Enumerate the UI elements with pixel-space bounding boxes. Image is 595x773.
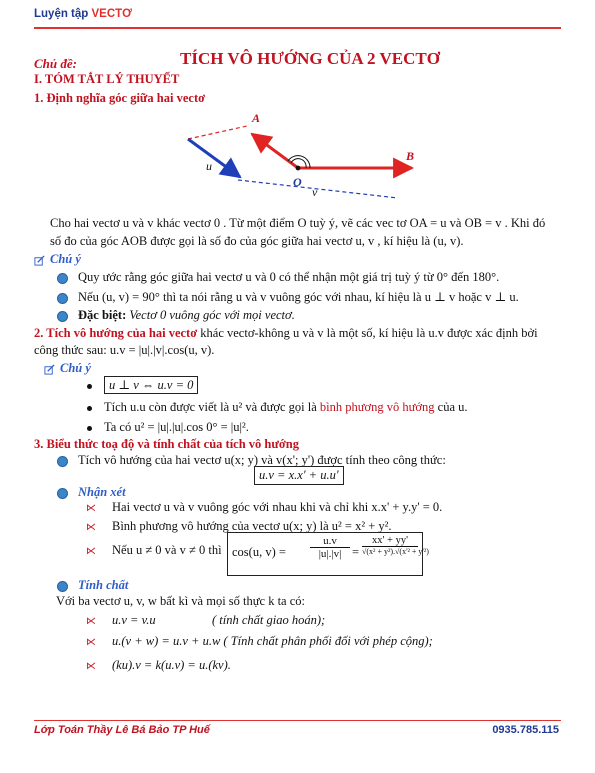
- note2-item2b: bình phương vô hướng: [319, 400, 435, 414]
- bullet-icon: [57, 456, 68, 467]
- cos-frac1: [310, 535, 350, 560]
- props-intro: Với ba vectơ u, v, w bất kì và mọi số thực k ta có:: [56, 594, 305, 608]
- footer-divider: [34, 720, 561, 721]
- angle-figure: [180, 106, 440, 206]
- props-p3-formula: (ku).v = k(u.v) = u.(kv).: [112, 658, 231, 672]
- label-v: v: [312, 185, 318, 199]
- cos-lhs: cos(u, v) =: [232, 545, 286, 559]
- props-p1-formula: u.v = v.u: [112, 613, 156, 627]
- cos-num2: xx' + yy': [362, 535, 418, 547]
- page-header: [34, 8, 132, 20]
- note2-item3-text: Ta có u² = |u|.|u|.cos 0° = |u|².: [104, 420, 249, 434]
- remark-heading: Nhận xét: [78, 485, 126, 499]
- note2-item1-text: u ⊥ v ⇔ u.v = 0: [104, 376, 198, 394]
- bullet-icon: [57, 311, 68, 322]
- props-heading: Tính chất: [78, 578, 129, 592]
- arrow-bullet-icon: ⋉: [86, 637, 96, 648]
- props-p3: [86, 658, 231, 673]
- section3-item1-text: Tích vô hướng của hai vectơ u(x; y) và v(x'; y') được tính theo công thức:: [78, 453, 446, 467]
- pencil-note-icon: [34, 255, 45, 266]
- section3-item1: [57, 453, 446, 468]
- bullet-icon: [57, 293, 68, 304]
- section2-heading: 2. Tích vô hướng của hai vectơ: [34, 326, 198, 340]
- section2-line1: [34, 326, 538, 341]
- dot-bullet-icon: [87, 384, 92, 389]
- cos-den2: √(x² + y²).√(x'² + y'²): [362, 547, 429, 556]
- label-u: u: [206, 159, 212, 173]
- note1-item1: [57, 270, 499, 285]
- pencil-note-icon: [44, 364, 55, 375]
- arrow-bullet-icon: ⋉: [86, 616, 96, 627]
- note2-item1: [87, 377, 198, 393]
- section2-text1: khác vectơ-không u và v là một số, kí hiệu là u.v được xác định bởi: [197, 326, 538, 340]
- remark-item3: [86, 543, 222, 558]
- dot-bullet-icon: [87, 406, 92, 411]
- section3-heading: 3. Biểu thức toạ độ và tính chất của tích vô hướng: [34, 437, 300, 451]
- remark-item1: [86, 500, 442, 515]
- def-angle-heading: 1. Định nghĩa góc giữa hai vectơ: [34, 91, 206, 105]
- section2-line2: công thức sau: u.v = |u|.|v|.cos(u, v).: [34, 343, 215, 357]
- label-b: B: [406, 149, 415, 163]
- cos-equals: =: [352, 545, 360, 559]
- note2-heading: Chú ý: [60, 361, 91, 375]
- cos-den1: |u|.|v|: [318, 548, 342, 560]
- note1-item3-bold: Đặc biệt:: [78, 308, 127, 322]
- note2-item2c: của u.: [434, 400, 468, 414]
- props-p2: [86, 634, 433, 649]
- bullet-icon: [57, 273, 68, 284]
- header-title-a: Luyện tập: [34, 8, 92, 20]
- para1-line1: Cho hai vectơ u và v khác vectơ 0 . Từ một điểm O tuỳ ý, vẽ các vec tơ OA = u và OB = v . Khi đó: [50, 216, 546, 230]
- note1-item1-text: Quy ước rằng góc giữa hai vectơ u và 0 có thể nhận một giá trị tuỳ ý từ 0° đến 180°.: [78, 270, 500, 284]
- note1-item2-text: Nếu (u, v) = 90° thì ta nói rằng u và v vuông góc với nhau, kí hiệu là u ⊥ v hoặc v ⊥ u.: [78, 290, 519, 304]
- note2-item2: [87, 400, 468, 415]
- para1-line2: số đo của góc AOB được gọi là số đo của góc giữa hai vectơ u, v , kí hiệu là (u, v).: [50, 234, 464, 248]
- props-p1: [86, 613, 325, 628]
- props-heading-row: [57, 578, 128, 593]
- arrow-bullet-icon: ⋉: [86, 522, 96, 533]
- props-p1-note: ( tính chất giao hoán);: [212, 613, 326, 627]
- vector-u-copy: [188, 139, 240, 177]
- label-o: O: [293, 175, 302, 189]
- bullet-icon: [57, 488, 68, 499]
- arrow-bullet-icon: ⋉: [86, 661, 96, 672]
- remark-item1-text: Hai vectơ u và v vuông góc với nhau khi và chỉ khi x.x' + y.y' = 0.: [112, 500, 443, 514]
- topic-label: Chủ đề:: [34, 56, 77, 71]
- note1-item3: [57, 308, 295, 323]
- remark-item3-text: Nếu u ≠ 0 và v ≠ 0 thì: [112, 543, 222, 557]
- props-p2-formula: u.(v + w) = u.v + u.w: [112, 634, 221, 648]
- arrow-bullet-icon: ⋉: [86, 503, 96, 514]
- note1-heading-row: [34, 252, 81, 267]
- bullet-icon: [57, 581, 68, 592]
- note2-item3: [87, 420, 249, 435]
- remark-item2-text: Bình phương vô hướng của vectơ u(x; y) là u² = x² + y².: [112, 519, 392, 533]
- footer-right: 0935.785.115: [492, 724, 559, 736]
- topic-title: TÍCH VÔ HƯỚNG CỦA 2 VECTƠ: [180, 49, 440, 68]
- section1-heading: I. TÓM TẮT LÝ THUYẾT: [34, 72, 180, 86]
- props-p2-note: ( Tính chất phân phối đối với phép cộng);: [220, 634, 433, 648]
- note2-item2a: Tích u.u còn được viết là u² và được gọi là: [104, 400, 320, 414]
- remark-heading-row: [57, 485, 126, 500]
- dot-bullet-icon: [87, 426, 92, 431]
- note2-heading-row: [44, 361, 91, 376]
- header-divider: [34, 27, 561, 29]
- cos-num1: u.v: [310, 535, 350, 548]
- cos-frac2: [362, 535, 429, 556]
- label-a: A: [252, 111, 261, 125]
- section3-formula: u.v = x.x' + u.u': [254, 466, 344, 485]
- cos-formula-box: [227, 532, 429, 576]
- note1-item2: [57, 289, 519, 305]
- header-title-b: VECTƠ: [91, 8, 132, 20]
- note1-heading: Chú ý: [50, 252, 81, 266]
- note1-item3-text: Vectơ 0 vuông góc với mọi vectơ.: [126, 308, 295, 322]
- arrow-bullet-icon: ⋉: [86, 546, 96, 557]
- footer-left: Lớp Toán Thầy Lê Bá Bảo TP Huế: [34, 724, 210, 736]
